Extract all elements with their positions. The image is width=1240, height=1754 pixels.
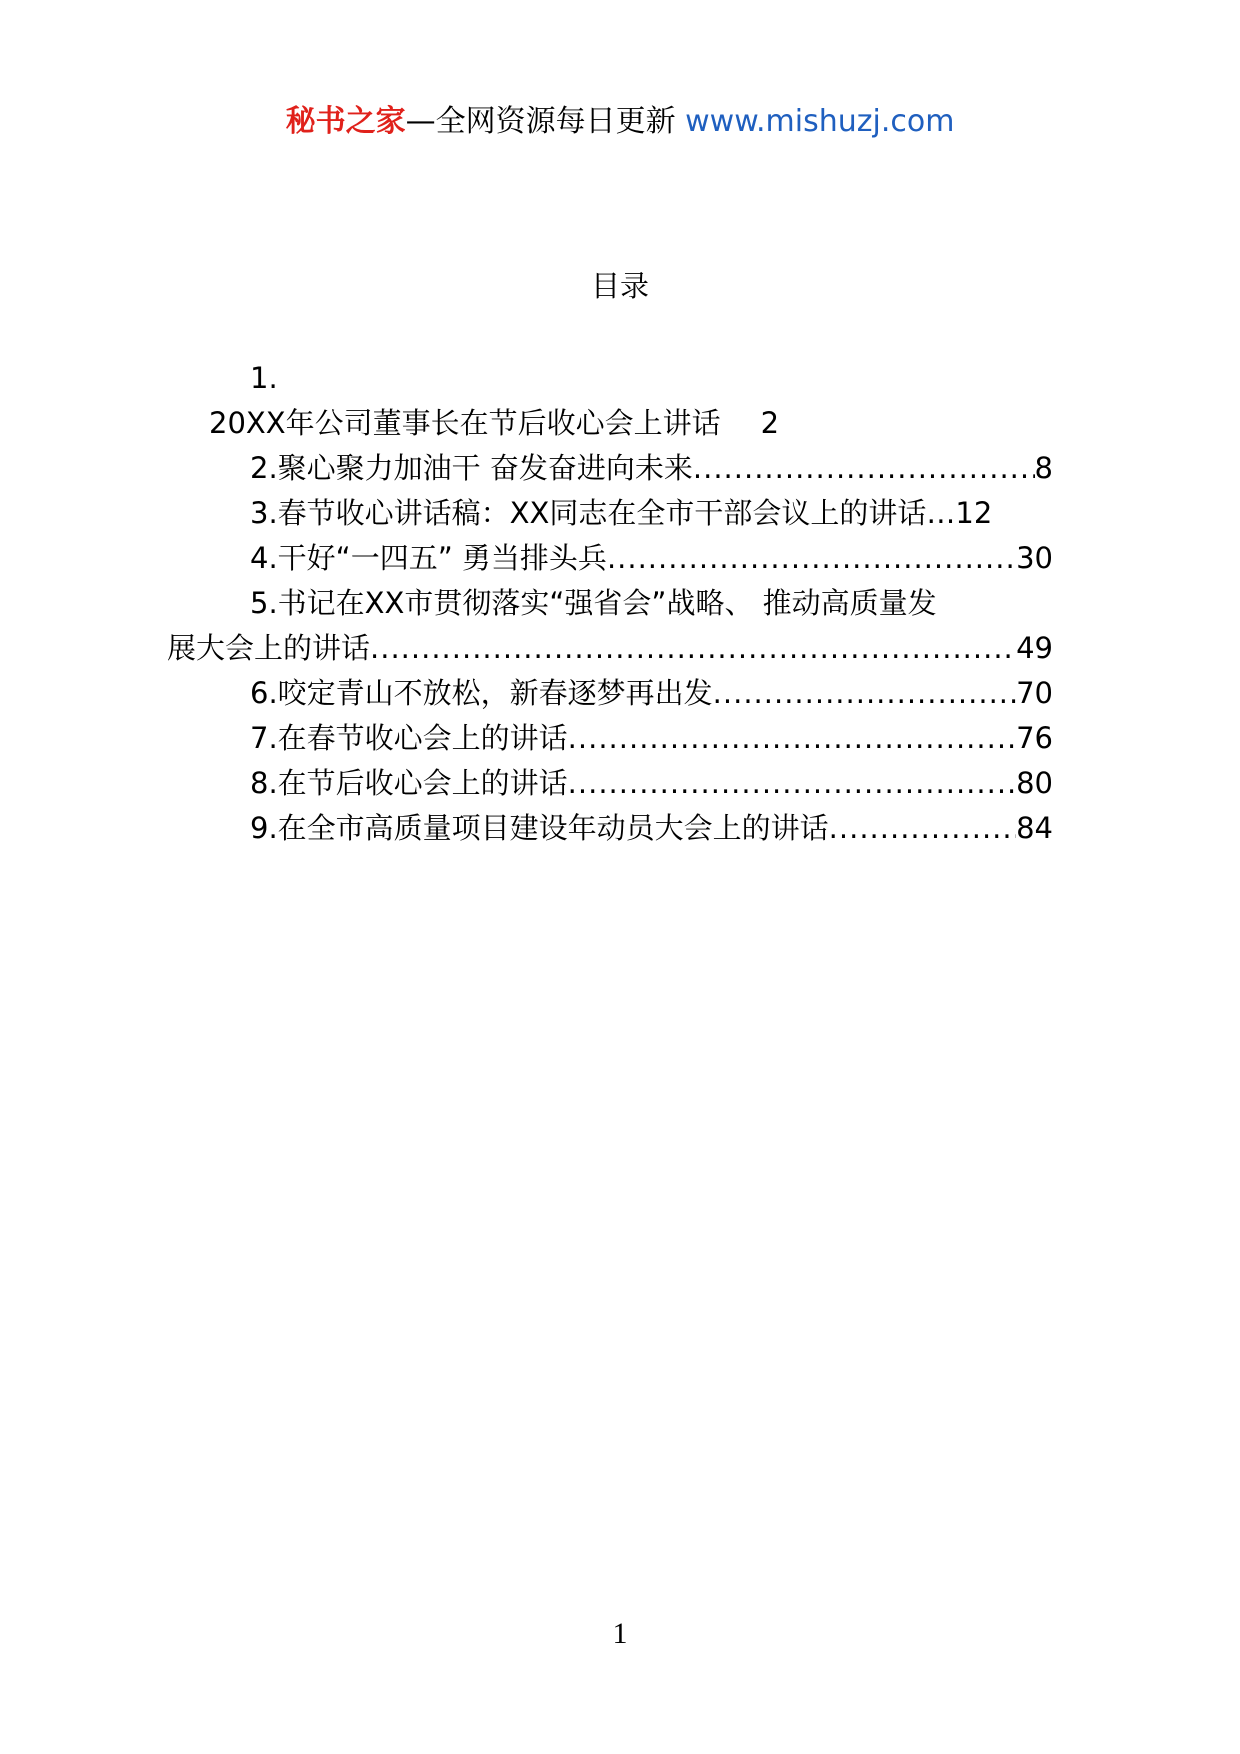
toc-entry-page: 30 xyxy=(1016,541,1053,575)
toc-entry-page: 12 xyxy=(955,496,993,530)
toc-entry-title: 20XX年公司董事长在节后收心会上讲话 xyxy=(209,406,721,440)
dot-leader xyxy=(693,446,1035,491)
toc-entry-page: 80 xyxy=(1016,766,1053,800)
site-header xyxy=(0,100,1240,144)
toc-entry-5-line-1[interactable] xyxy=(187,581,1053,626)
toc-entry-page: 70 xyxy=(1016,676,1053,710)
toc-entry-page: 8 xyxy=(1034,451,1053,485)
toc-entry-8[interactable] xyxy=(187,761,1053,806)
toc-title: 目录 xyxy=(590,269,649,303)
toc-entry-title: 7.在春节收心会上的讲话 xyxy=(250,721,568,755)
toc-entry-1[interactable] xyxy=(187,401,1053,446)
table-of-contents xyxy=(167,356,1053,851)
page-number: 1 xyxy=(612,1617,628,1650)
toc-entry-page: 84 xyxy=(1016,811,1053,845)
site-url-link[interactable]: www.mishuzj.com xyxy=(685,104,955,139)
toc-entry-3[interactable] xyxy=(187,491,1053,536)
toc-entry-title: 5.书记在XX市贯彻落实“强省会”战略、 推动高质量发 xyxy=(250,586,937,620)
toc-entry-title-continued: 展大会上的讲话 xyxy=(167,631,371,665)
dot-leader xyxy=(370,626,1016,671)
toc-entry-1-number[interactable] xyxy=(187,356,1053,401)
toc-entry-4[interactable] xyxy=(187,536,1053,581)
dot-leader xyxy=(568,761,1016,806)
toc-entry-number: 1. xyxy=(250,361,278,395)
dot-leader xyxy=(713,671,1016,716)
toc-entry-9[interactable] xyxy=(187,806,1053,851)
toc-entry-5-line-2[interactable] xyxy=(167,626,1053,671)
toc-entry-7[interactable] xyxy=(187,716,1053,761)
toc-entry-page: 2 xyxy=(760,406,780,440)
toc-entry-title: 9.在全市高质量项目建设年动员大会上的讲话 xyxy=(250,811,829,845)
toc-entry-2[interactable] xyxy=(187,446,1053,491)
toc-entry-title: 6.咬定青山不放松，新春逐梦再出发 xyxy=(250,676,713,710)
toc-entry-page: 49 xyxy=(1016,631,1053,665)
dot-leader xyxy=(568,716,1016,761)
toc-entry-6[interactable] xyxy=(187,671,1053,716)
toc-entry-title: 2.聚心聚力加油干 奋发奋进向未来 xyxy=(250,451,693,485)
dot-leader xyxy=(829,806,1016,851)
brand-name: 秘书之家 xyxy=(285,104,406,139)
dot-leader xyxy=(607,536,1016,581)
toc-entry-title: 4.干好“一四五” 勇当排头兵 xyxy=(250,541,607,575)
toc-entry-title: 3.春节收心讲话稿：XX同志在全市干部会议上的讲话… xyxy=(250,496,956,530)
toc-entry-title: 8.在节后收心会上的讲话 xyxy=(250,766,568,800)
header-tagline: —全网资源每日更新 xyxy=(405,104,686,139)
toc-entry-page: 76 xyxy=(1016,721,1053,755)
